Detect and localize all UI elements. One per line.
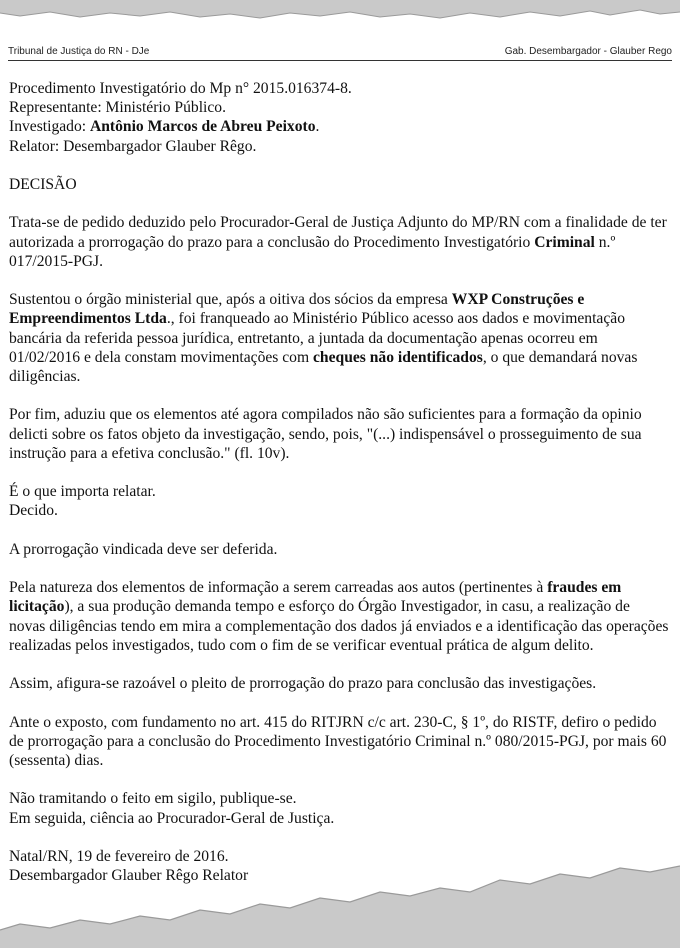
representative: Representante: Ministério Público. xyxy=(9,99,226,117)
procedure-number: Procedimento Investigatório do Mp n° 2015.016374-8. xyxy=(9,80,352,97)
paragraph-reasoning: Pela natureza dos elementos de informação a serem carreadas aos autos (pertinentes à fraudes em licitação), a sua produção demanda tempo e esforço do Órgão Investigador, in casu, a realização de novas diligências tendo em mira a complementação dos dados já enviados e a identificação das operações realizadas pelos investigados, tudo com o fim de se verificar eventual prática de algum delito. xyxy=(9,579,669,654)
date-place: Natal/RN, 19 de fevereiro de 2016. xyxy=(9,847,229,865)
paragraph-conclusion-request: Por fim, aduziu que os elementos até agora compilados não são suficientes para a formação da opinio delicti sobre os fatos objeto da investigação, sendo, pois, "(...) indispensável o prosseguimento de sua instrução para a efetiva conclusão." (fl. 10v). xyxy=(9,406,642,462)
signatory: Desembargador Glauber Rêgo Relator xyxy=(9,867,249,885)
decision-document xyxy=(9,79,669,885)
header-chamber: Gab. Desembargador - Glauber Rego xyxy=(504,46,672,57)
investigated-name: Antônio Marcos de Abreu Peixoto xyxy=(89,118,316,136)
paragraph-granted: A prorrogação vindicada deve ser deferida. xyxy=(9,540,278,558)
paragraph-publication: Não tramitando o feito em sigilo, publique-se. Em seguida, ciência ao Procurador-Geral de Justiça. xyxy=(9,790,335,827)
paragraph-report-end: É o que importa relatar. Decido. xyxy=(9,483,156,520)
investigated-label: Investigado: xyxy=(9,118,90,136)
paragraph-arguments: Sustentou o órgão ministerial que, após a oitiva dos sócios da empresa WXP Construções e Empreendimentos Ltda., foi franqueado ao Ministério Público acesso aos dados e movimentação bancária da referida pessoa jurídica, entretanto, a juntada da documentação apenas ocorreu em 01/02/2016 e dela constam movimentações com cheques não identificados, o que demandará novas diligências. xyxy=(9,291,638,385)
paragraph-request: Trata-se de pedido deduzido pelo Procurador-Geral de Justiça Adjunto do MP/RN com a finalidade de ter autorizada a prorrogação do prazo para a conclusão do Procedimento Investigatório Criminal n.º 017/2015-PGJ. xyxy=(9,214,667,270)
paragraph-reasonable: Assim, afigura-se razoável o pleito de prorrogação do prazo para conclusão das investigações. xyxy=(9,675,597,693)
paragraph-ruling: Ante o exposto, com fundamento no art. 415 do RITJRN c/c art. 230-C, § 1º, do RISTF, defiro o pedido de prorrogação para a conclusão do Procedimento Investigatório Criminal n.º 080/2015-PGJ, por mais 60 (sessenta) dias. xyxy=(9,713,667,769)
page-header xyxy=(8,46,672,61)
case-info: Procedimento Investigatório do Mp n° 2015.016374-8. Representante: Ministério Público. Investigado: Antônio Marcos de Abreu Peixoto. Relator: Desembargador Glauber Rêgo. xyxy=(9,80,352,155)
rapporteur: Relator: Desembargador Glauber Rêgo. xyxy=(9,137,257,155)
torn-paper-top-edge xyxy=(0,0,680,30)
torn-paper-bottom-edge xyxy=(0,858,680,948)
header-court-name: Tribunal de Justiça do RN - DJe xyxy=(8,46,150,57)
decision-heading: DECISÃO xyxy=(9,176,77,193)
